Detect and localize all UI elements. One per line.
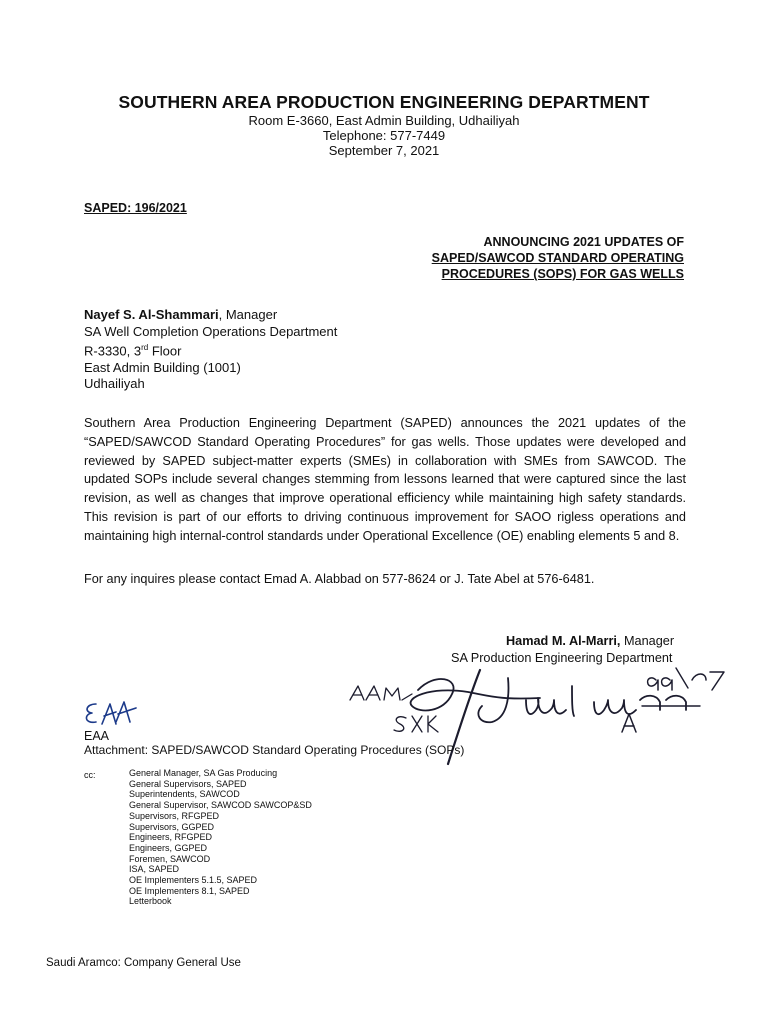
cc-label: cc: (84, 770, 96, 780)
reference-number: SAPED: 196/2021 (84, 201, 187, 215)
recipient-department: SA Well Completion Operations Department (84, 323, 338, 339)
recipient-title: , Manager (218, 307, 278, 322)
signatory-name-line (506, 634, 674, 648)
recipient-room-prefix: R-3330, 3 (84, 343, 142, 359)
contact-paragraph: For any inquires please contact Emad A. Alabbad on 577-8624 or J. Tate Abel at 576-6481. (84, 572, 595, 586)
cc-item: Superintendents, SAWCOD (129, 789, 240, 800)
recipient-address (84, 307, 337, 393)
cc-list (129, 768, 312, 907)
cc-item: OE Implementers 5.1.5, SAPED (129, 875, 258, 886)
recipient-room-sup: rd (141, 343, 149, 352)
subject-line-3: PROCEDURES (SOPS) FOR GAS WELLS (441, 267, 684, 281)
cc-item: General Manager, SA Gas Producing (129, 768, 278, 778)
body-paragraph: Southern Area Production Engineering Department (SAPED) announces the 2021 updates of the “SAPED/SAWCOD Standard Operating Procedures” for gas wells. Those updates were developed and reviewed by SAPED subject-matter experts (SMEs) in collaboration with SMEs from SAWCOD. The updated SOPs include several changes stemming from lessons learned that were captured since the last revision, as well as changes that improve operational efficiency while maintaining high safety standards. This revision is part of our efforts to driving continuous improvement for SAOO rigless operations and maintaining high internal-control standards under Operational Excellence (OE) enabling elements 5 and 8. (84, 416, 686, 543)
signatory-department: SA Production Engineering Department (451, 651, 673, 665)
recipient-room-suffix: Floor (148, 343, 182, 359)
recipient-room (84, 340, 337, 360)
department-title: SOUTHERN AREA PRODUCTION ENGINEERING DEPARTMENT (118, 92, 650, 112)
signatory-name: Hamad M. Al-Marri, (506, 634, 621, 648)
header-room: Room E-3660, East Admin Building, Udhailiyah (248, 113, 520, 128)
cc-item: General Supervisors, SAPED (129, 778, 247, 789)
recipient-building: East Admin Building (1001) (84, 359, 241, 375)
header-telephone: Telephone: 577-7449 (322, 128, 446, 143)
cc-item: OE Implementers 8.1, SAPED (129, 885, 250, 896)
initials-handwriting-image (82, 698, 142, 732)
author-initials: EAA (84, 729, 110, 743)
header-date: September 7, 2021 (328, 143, 440, 158)
cc-item: Letterbook (129, 896, 172, 907)
signatory-title: Manager (620, 634, 675, 648)
cc-item: Engineers, RFGPED (129, 832, 213, 843)
recipient-name-line (84, 307, 337, 324)
cc-item: General Supervisor, SAWCOD SAWCOP&SD (129, 800, 312, 811)
classification-footer: Saudi Aramco: Company General Use (46, 957, 241, 969)
cc-item: Engineers, GGPED (129, 842, 208, 853)
cc-item: Foremen, SAWCOD (129, 853, 211, 864)
cc-item: Supervisors, GGPED (129, 821, 215, 832)
cc-item: Supervisors, RFGPED (129, 810, 220, 821)
subject-line-1: ANNOUNCING 2021 UPDATES OF (483, 235, 684, 249)
recipient-name: Nayef S. Al-Shammari (84, 307, 219, 322)
subject-block (432, 234, 684, 282)
attachment-line: Attachment: SAPED/SAWCOD Standard Operating Procedures (SOPs) (84, 743, 465, 757)
subject-line-2: SAPED/SAWCOD STANDARD OPERATING (431, 251, 684, 265)
cc-item: ISA, SAPED (129, 864, 180, 875)
recipient-city: Udhailiyah (84, 376, 145, 392)
